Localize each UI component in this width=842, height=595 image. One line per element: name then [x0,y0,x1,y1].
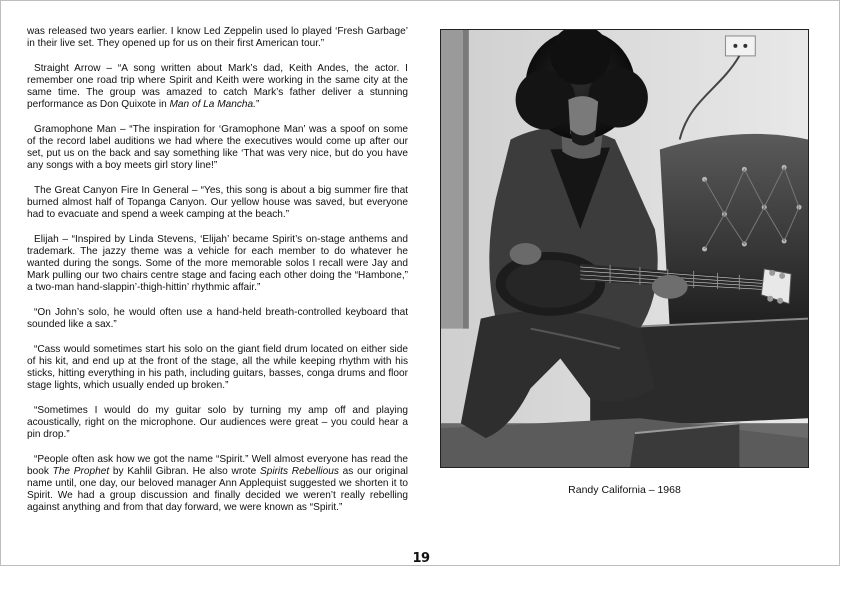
paragraph-elijah [27,234,408,294]
text-column [27,26,408,527]
paragraph-great-canyon-fire-text: “Yes, this song is about a big summer fire that burned almost half of Topanga Canyon. Our yellow house was saved, but everyone had to evacuate and spend a week camping at the beach.” [27,185,408,220]
paragraph-johns-solo-text: “On John’s solo, he would often use a hand-held breath-controlled keyboard that sounded like a sax.” [27,307,408,330]
paragraph-johns-solo [27,307,408,331]
paragraph-cass-solo-text: “Cass would sometimes start his solo on the giant field drum located on either side of his kit, and end up at the front of the stage, all the while keeping rhythm with his sticks, hitting everything in his path, including guitars, basses, conga drums and floor stage lights, which usually ended up broken.” [27,344,408,391]
paragraph-straight-arrow-text: “A song written about Mark’s dad, Keith Andes, the actor. I remember one road trip where Spirit and Keith were working in the same city at the same time. The group was amazed to catch Mark’s father deliver a stunning performance as Don Quixote in [27,63,408,110]
paragraph-1-text: was released two years earlier. I know Led Zeppelin used lo played ‘Fresh Garbage’ in their live set. They opened up for us on their first American tour.” [27,26,408,49]
paragraph-name-spirit-part2: by Kahlil Gibran. He also wrote [109,466,260,477]
song-title-great-canyon-fire: The Great Canyon Fire In General – [34,185,201,196]
photo-caption: Randy California – 1968 [568,484,681,496]
paragraph-gramophone-man-text: “The inspiration for ‘Gramophone Man’ was a spoof on some of the record label auditions we had where the executives would come up after our set, put us on the back and say something like ‘That was very nice, but do you have any songs with a boy meets girl story line!” [27,124,408,171]
paragraph-great-canyon-fire [27,185,408,221]
song-title-gramophone-man: Gramophone Man – [34,124,130,135]
paragraph-straight-arrow [27,63,408,111]
book-title-the-prophet: The Prophet [52,466,110,477]
paragraph-name-spirit-part3: as our original name until, one day, our beloved manager Ann Applequist suggested we shorten it to Spirit. We had a group discussion and finally decided we weren’t really rebelling against anything and from that day forward, we were known as “Spirit.” [27,466,408,513]
page-number: 19 [412,551,430,566]
song-title-elijah: Elijah – [34,234,72,245]
paragraph-cass-solo [27,344,408,392]
paragraph-elijah-text: “Inspired by Linda Stevens, ‘Elijah’ became Spirit’s on-stage anthems and trademark. The jazzy theme was a vehicle for each member to do whatever he wanted during the songs. Some of the more memorable solos I recall were Jay and Mark pulling our two chairs centre stage and facing each other doing the “Hambone,” a two-man hand-slappin’-thigh-hittin’ rhythmic affair.” [27,234,408,293]
paragraph-name-spirit-part1: “People often ask how we got the name “Spirit.” Well almost everyone has read the book [27,454,408,477]
photo-randy-california [440,29,809,468]
song-title-straight-arrow: Straight Arrow – [34,63,118,74]
paragraph-name-spirit [27,454,408,514]
photo-image [441,30,808,467]
paragraph-guitar-solo-text: “Sometimes I would do my guitar solo by turning my amp off and playing acoustically, right on the microphone. Our audiences were great – you could hear a pin drop.” [27,405,408,440]
book-title-spirits-rebellious: Spirits Rebellious [259,466,339,477]
paragraph-straight-arrow-italic: Man of La Mancha. [169,99,256,110]
paragraph-straight-arrow-tail: ” [255,99,260,110]
paragraph-guitar-solo [27,405,408,441]
paragraph-1 [27,26,408,50]
paragraph-gramophone-man [27,124,408,172]
